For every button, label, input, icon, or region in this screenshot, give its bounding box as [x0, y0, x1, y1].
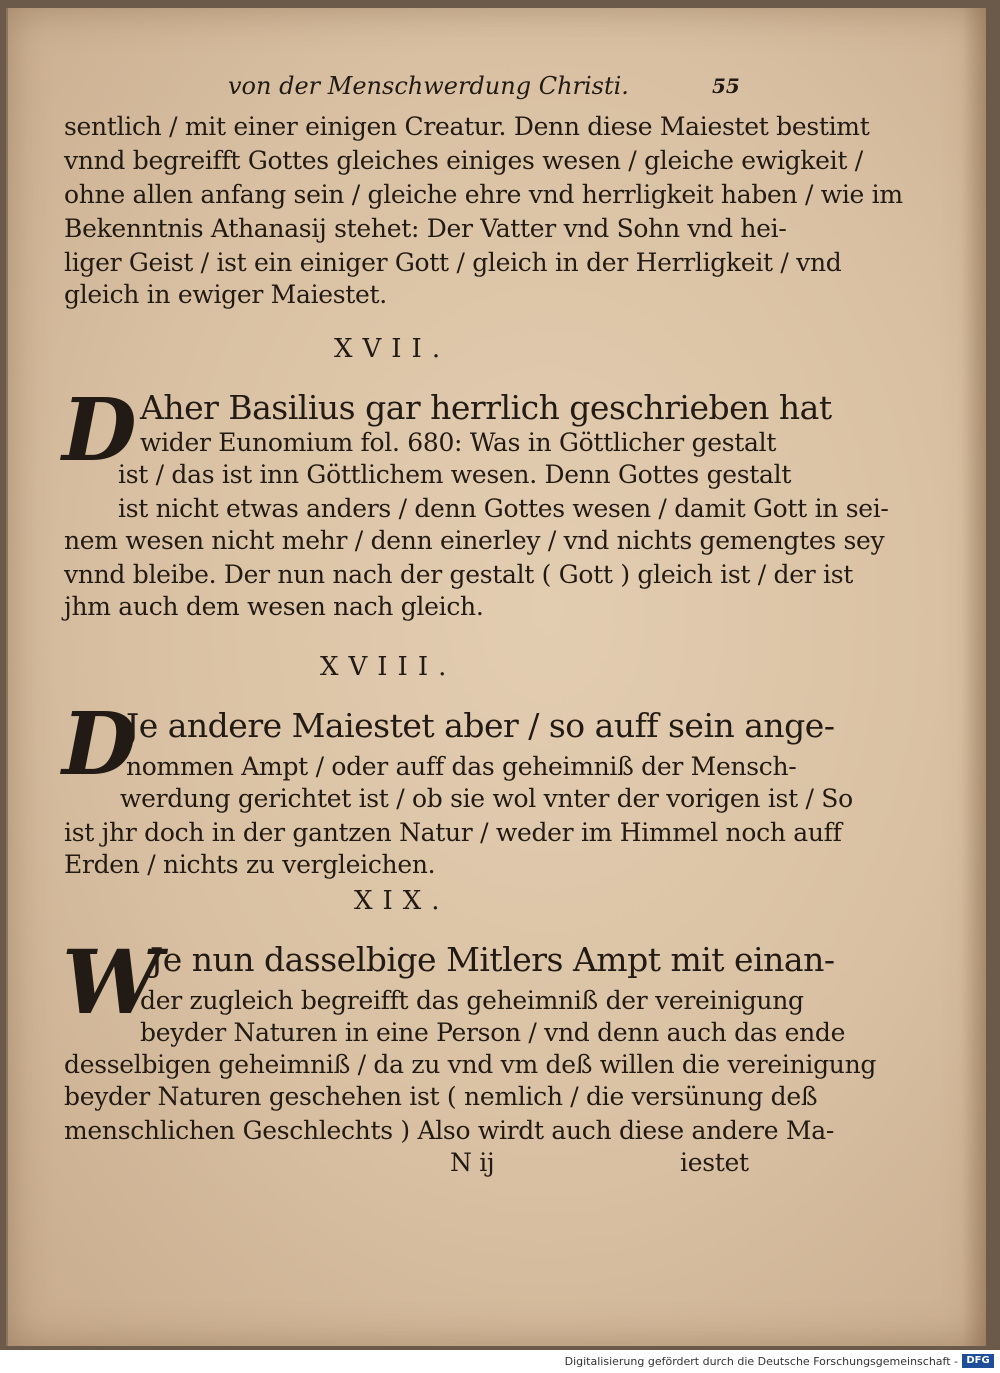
- text-line: ist / das ist inn Göttlichem wesen. Denn Gottes gestalt: [118, 460, 792, 489]
- text-line: vnnd bleibe. Der nun nach der gestalt ( Gott ) gleich ist / der ist: [64, 560, 854, 589]
- text-line: Bekenntnis Athanasij stehet: Der Vatter vnd Sohn vnd hei-: [64, 214, 787, 243]
- signature-mark: N ij: [450, 1148, 495, 1177]
- dropcap: D: [62, 380, 137, 481]
- section-first-line: Aher Basilius gar herrlich geschrieben hat: [140, 388, 832, 427]
- section-first-line: Je nun dasselbige Mitlers Ampt mit einan-: [150, 940, 835, 979]
- section-first-line: Je andere Maiestet aber / so auff sein ange-: [126, 706, 835, 745]
- text-line: gleich in ewiger Maiestet.: [64, 280, 387, 309]
- page-number: 55: [712, 74, 740, 98]
- text-line: nem wesen nicht mehr / denn einerley / vnd nichts gemengtes sey: [64, 526, 885, 555]
- catchword: iestet: [680, 1148, 749, 1177]
- text-line: Erden / nichts zu vergleichen.: [64, 850, 436, 879]
- page-edge-shadow: [962, 8, 986, 1346]
- text-line: liger Geist / ist ein einiger Gott / gleich in der Herrligkeit / vnd: [64, 248, 842, 277]
- dropcap: W: [62, 930, 161, 1034]
- dfg-logo-icon: DFG: [962, 1354, 994, 1368]
- text-line: desselbigen geheimniß / da zu vnd vm deß willen die vereinigung: [64, 1050, 877, 1079]
- text-line: werdung gerichtet ist / ob sie wol vnter der vorigen ist / So: [120, 784, 853, 813]
- running-head: von der Menschwerdung Christi.: [228, 72, 629, 100]
- text-line: jhm auch dem wesen nach gleich.: [64, 592, 484, 621]
- text-line: nommen Ampt / oder auff das geheimniß der Mensch-: [126, 752, 797, 781]
- text-line: menschlichen Geschlechts ) Also wirdt auch diese andere Ma-: [64, 1116, 834, 1145]
- section-heading: XIX.: [354, 886, 450, 916]
- text-line: vnnd begreifft Gottes gleiches einiges wesen / gleiche ewigkeit /: [64, 146, 863, 175]
- section-heading: XVIII.: [320, 652, 457, 682]
- text-line: beyder Naturen geschehen ist ( nemlich / die versünung deß: [64, 1082, 818, 1111]
- text-line: ohne allen anfang sein / gleiche ehre vnd herrligkeit haben / wie im: [64, 180, 903, 209]
- text-line: wider Eunomium fol. 680: Was in Göttlicher gestalt: [140, 428, 777, 457]
- dropcap: D: [62, 694, 137, 795]
- section-heading: XVII.: [334, 334, 451, 364]
- text-line: beyder Naturen in eine Person / vnd denn auch das ende: [140, 1018, 846, 1047]
- text-line: ist nicht etwas anders / denn Gottes wesen / damit Gott in sei-: [118, 494, 889, 523]
- text-line: ist jhr doch in der gantzen Natur / weder im Himmel noch auff: [64, 818, 842, 847]
- funding-credit: Digitalisierung gefördert durch die Deutsche Forschungsgemeinschaft -: [564, 1355, 958, 1368]
- text-line: sentlich / mit einer einigen Creatur. Denn diese Maiestet bestimt: [64, 112, 870, 141]
- text-line: der zugleich begreifft das geheimniß der vereinigung: [140, 986, 804, 1015]
